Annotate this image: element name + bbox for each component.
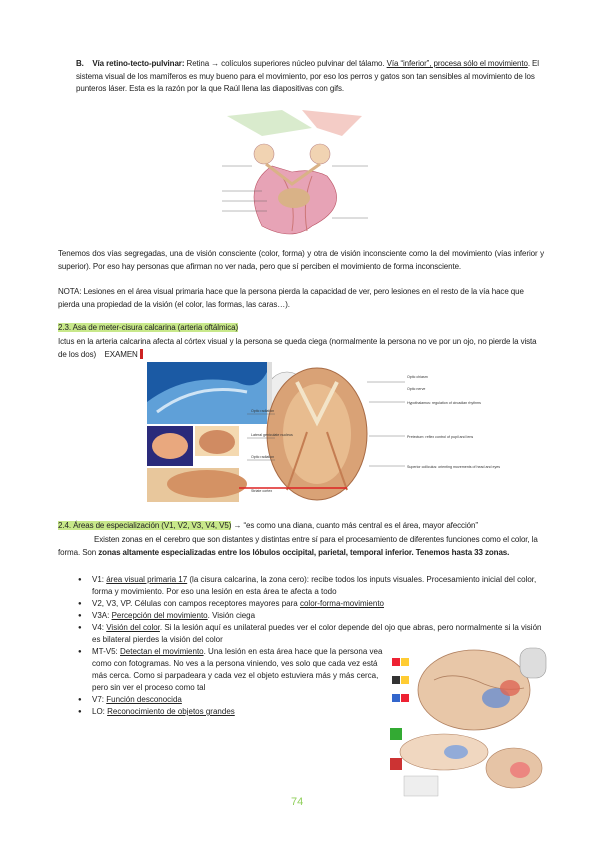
page-number: 74	[291, 796, 304, 808]
list-item-v1: ● V1: área visual primaria 17 (la cisura calcarina, la zona cero): recibe todos los inputs visuales. Procesamiento inicial del color, forma y movimiento. Por eso una lesión en esta área te afecta a todo	[78, 574, 544, 598]
fig-label-optic-radiation-2: Optic radiation	[251, 455, 275, 459]
examen-label: EXAMEN	[104, 349, 138, 359]
fig-label-striate-cortex: Striate cortex	[251, 489, 273, 493]
list-item-v4: ● V4: Visión del color. Si la lesión aquí es unilateral puedes ver el color depende del ojo que abras, pero normalmente si la visión es bilateral pierdes la visión del color	[78, 622, 544, 646]
list-item-mt-v5: ● MT-V5: Detectan el movimiento. Una lesión en esta área hace que la persona vea como con fotogramas. No ves a la persona viniendo, ves solo que cada vez está más cerca. Como si parpadeara y cada vez el objeto estuviera más y más cerca, pero sin ver el proceso como tal	[78, 646, 392, 694]
list-item-v2-v3: ● V2, V3, VP. Células con campos receptores mayores para color-forma-movimiento	[78, 598, 544, 610]
section-24-intro-bold: zonas altamente especializadas entre los lóbulos occipital, parietal, temporal inferior. Tenemos hasta 33 zonas.	[98, 547, 510, 557]
red-marker	[140, 349, 143, 359]
fig-label-hypothalamus: Hypothalamus: regulation of circadian rhythms	[407, 401, 481, 405]
list-item-lo: ● LO: Reconocimiento de objetos grandes	[78, 706, 544, 718]
nota-paragraph: NOTA: Lesiones en el área visual primaria hace que la persona pierda la capacidad de ver, pero lesiones en el resto de la vía hace que pierda una propiedad de la visión (el color, las formas, las caras…).	[58, 287, 524, 309]
section-b-title: Vía retino-tecto-pulvinar:	[92, 59, 185, 68]
section-b-label: B.	[76, 59, 84, 68]
list-item-v7: ● V7: Función desconocida	[78, 694, 544, 706]
section-23-paragraph	[58, 336, 544, 361]
section-b-paragraph	[76, 58, 546, 96]
section-24-heading-text: 2.4. Áreas de especialización (V1, V2, V3, V4, V5)	[58, 521, 232, 530]
figure-visual-areas	[384, 640, 550, 800]
section-24-intro	[58, 534, 544, 559]
figure-calcarine	[147, 362, 501, 504]
section-b-text1: Retina → colículos superiores núcleo pulvinar del tálamo.	[184, 59, 387, 68]
section-24-intro-text: Existen zonas en el cerebro que son distantes y distintas entre sí para el procesamiento de diferentes funciones como el color, la forma. Son	[58, 535, 538, 557]
paragraph-vias: Tenemos dos vías segregadas, una de visión consciente (color, forma) y otra de visión inconsciente como la del movimiento (vías inferior y superior). Por eso hay personas que afirman no ver nada, pero que sí perciben el movimiento de forma inconsciente.	[58, 249, 544, 271]
section-24-heading-after: → “es como una diana, cuanto más central es el área, mayor afección”	[231, 521, 478, 530]
section-24-heading	[58, 520, 544, 533]
fig-label-lgn: Lateral geniculate nucleus	[251, 433, 293, 437]
list-item-v3a: ● V3A: Percepción del movimiento. Visión ciega	[78, 610, 544, 622]
figure-visual-pathway	[222, 106, 368, 244]
section-23-text: Ictus en la arteria calcarina afecta al córtex visual y la persona se queda ciega (normalmente la persona no ve por un ojo, no pierde la vista de los dos)	[58, 337, 537, 359]
section-23-heading-text: 2.3. Asa de meter-cisura calcarina (arteria oftálmica)	[58, 323, 239, 332]
fig-label-superior-colliculus: Superior colliculus: orienting movements of head and eyes	[407, 465, 501, 469]
section-23-heading	[58, 322, 544, 335]
fig-label-optic-nerve: Optic nerve	[407, 387, 426, 391]
fig-label-optic-chiasm: Optic chiasm	[407, 375, 428, 379]
section-b-text2: . El sistema visual de los mamíferos es muy bueno para el movimiento, por eso los perros y gatos son tan sensibles al movimiento de los punteros láser. Esta es la razón por la que Raúl llena las diapositivas con gifs.	[76, 59, 539, 93]
fig-label-pretectum: Pretectum: reflex control of pupil and lens	[407, 435, 474, 439]
fig-label-optic-radiation-1: Optic radiation	[251, 409, 275, 413]
section-b-underline: Vía “inferior”, procesa sólo el movimiento	[386, 59, 528, 68]
